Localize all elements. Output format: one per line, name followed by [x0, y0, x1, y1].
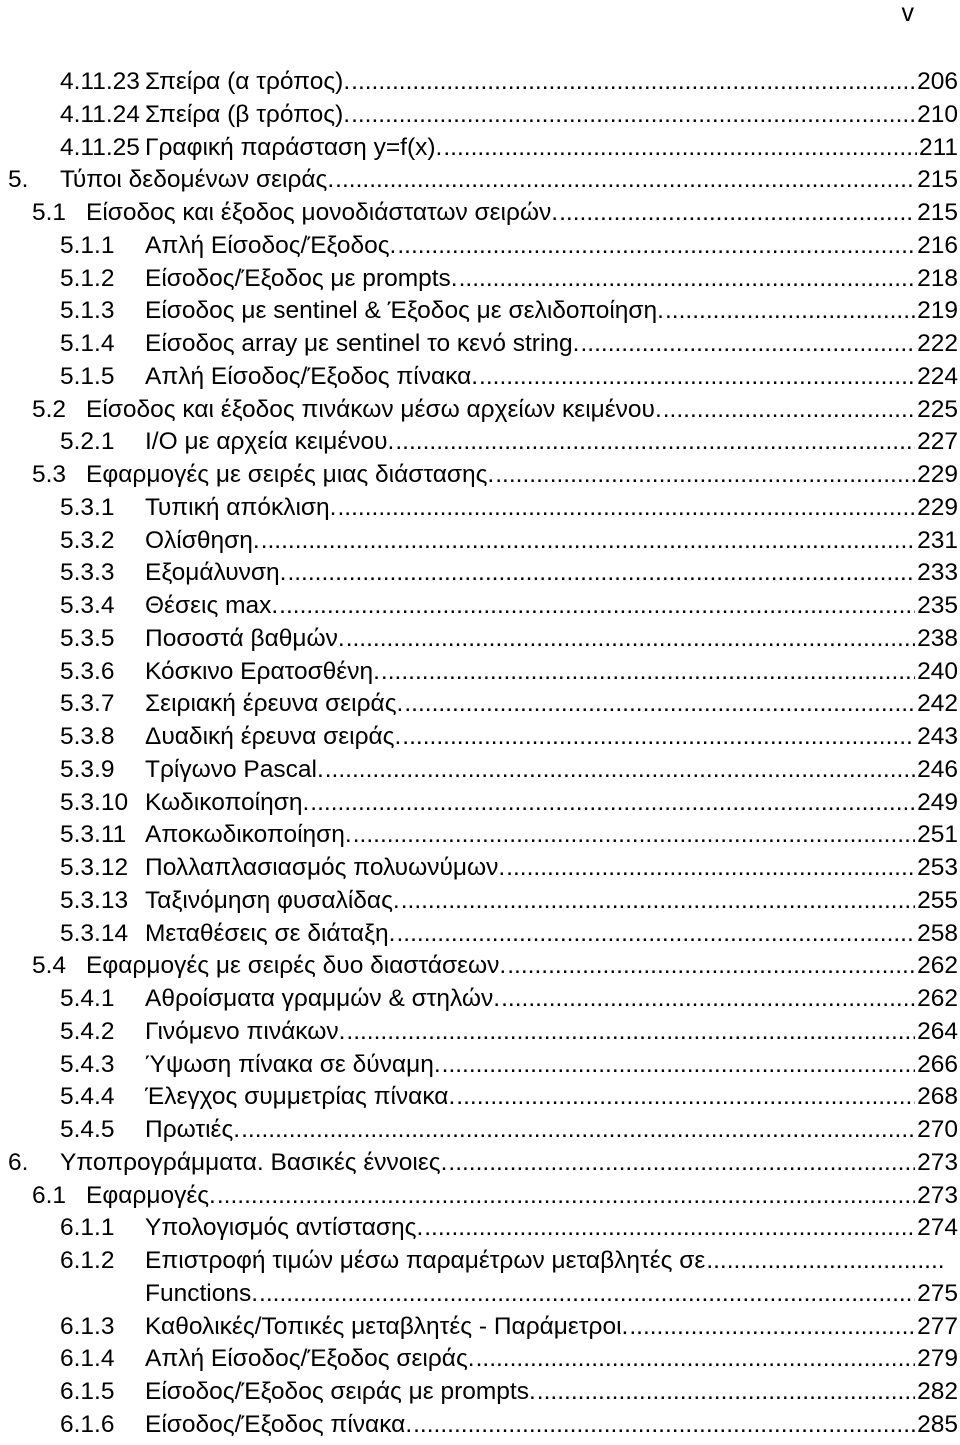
- toc-entry-body: [145, 918, 958, 951]
- toc-entry-body: [145, 99, 958, 132]
- toc-dot-leader: [351, 66, 915, 99]
- toc-dot-leader: [456, 1081, 915, 1114]
- toc-entry-page: 224: [917, 362, 958, 390]
- toc-entry-number: 5.3.2: [60, 526, 115, 554]
- toc-entry-title: Ολίσθηση.: [145, 526, 260, 554]
- toc-entry-title: Είσοδος και έξοδος πινάκων μέσω αρχείων κειμένου.: [86, 395, 662, 423]
- toc-entry-page: 251: [917, 821, 958, 849]
- toc-entry-title: Σειριακή έρευνα σειράς.: [145, 690, 404, 718]
- toc-dot-leader: [395, 426, 915, 459]
- toc-entry[interactable]: [0, 1409, 960, 1442]
- toc-entry-page: 225: [917, 395, 958, 423]
- toc-entry[interactable]: [0, 787, 960, 820]
- toc-entry[interactable]: [0, 885, 960, 918]
- toc-entry-number: 5.3.5: [60, 624, 115, 652]
- toc-entry[interactable]: [0, 1212, 960, 1245]
- toc-entry-body: [145, 852, 958, 885]
- toc-entry-body: [145, 295, 958, 328]
- toc-dot-leader: [506, 852, 915, 885]
- toc-dot-leader: [404, 688, 915, 721]
- toc-entry-page: 258: [917, 919, 958, 947]
- toc-entry-page: 211: [918, 133, 958, 161]
- toc-entry-number: 5.3.6: [60, 657, 115, 685]
- toc-dot-leader: [442, 1049, 915, 1082]
- toc-entry-number: 5.4.3: [60, 1050, 115, 1078]
- toc-entry[interactable]: [0, 328, 960, 361]
- toc-entry[interactable]: [0, 99, 960, 132]
- toc-dot-leader: [217, 1180, 915, 1213]
- toc-entry[interactable]: [0, 754, 960, 787]
- toc-entry-body: [145, 328, 958, 361]
- toc-entry-body: [145, 263, 958, 296]
- toc-entry-body: [145, 1376, 958, 1409]
- toc-entry[interactable]: [0, 1245, 960, 1278]
- toc-entry-title: Κόσκινο Ερατοσθένη.: [145, 657, 380, 685]
- toc-entry-body: [145, 754, 958, 787]
- toc-dot-leader: [663, 394, 915, 427]
- toc-entry-title: Εξομάλυνση.: [145, 559, 287, 587]
- toc-entry-body: [145, 819, 958, 852]
- toc-entry-page: 242: [917, 690, 958, 718]
- toc-dot-leader: [396, 918, 915, 951]
- toc-entry-title: Εφαρμογές.: [86, 1181, 216, 1209]
- toc-entry-title: Σπείρα (β τρόπος).: [145, 100, 351, 128]
- toc-entry[interactable]: [0, 1016, 960, 1049]
- toc-entry-number: 5.3.8: [60, 723, 115, 750]
- toc-entry-number: 6.1.1: [60, 1214, 115, 1242]
- toc-dot-leader: [459, 263, 916, 296]
- toc-entry-title: Σπείρα (α τρόπος).: [145, 68, 351, 95]
- toc-entry[interactable]: [0, 1081, 960, 1114]
- toc-entry[interactable]: [0, 1376, 960, 1409]
- toc-entry-number: 5.3.14: [60, 919, 129, 947]
- toc-entry[interactable]: [0, 361, 960, 394]
- toc-entry-page: 231: [917, 526, 958, 554]
- toc-entry-number: 5.3.7: [60, 690, 115, 718]
- toc-entry-number: 5.4.4: [60, 1083, 115, 1111]
- toc-entry-page: 277: [917, 1312, 958, 1340]
- toc-entry-page: 253: [917, 854, 958, 881]
- toc-entry-title: Θέσεις max.: [145, 592, 279, 619]
- toc-entry-body: [145, 132, 958, 165]
- toc-dot-leader: [448, 1147, 915, 1180]
- toc-entry-number: 6.1.4: [60, 1345, 115, 1373]
- toc-entry-title: Είσοδος/Έξοδος πίνακα.: [145, 1410, 413, 1438]
- toc-dot-leader: [346, 1016, 915, 1049]
- toc-dot-leader: [537, 1376, 915, 1409]
- toc-dot-leader: [310, 787, 915, 820]
- table-of-contents: [0, 66, 960, 1442]
- toc-entry-title: Απλή Είσοδος/Έξοδος.: [145, 231, 397, 259]
- toc-entry-page: 285: [917, 1410, 958, 1438]
- toc-entry-number: 6.1.6: [60, 1410, 115, 1438]
- toc-entry[interactable]: [0, 1343, 960, 1376]
- toc-dot-leader: [559, 197, 915, 230]
- toc-entry-number: 5.3.3: [60, 559, 115, 587]
- toc-entry-page: 279: [917, 1345, 958, 1373]
- toc-entry-number: 6.1.3: [60, 1312, 115, 1340]
- toc-dot-leader: [706, 1245, 946, 1278]
- toc-dot-leader: [261, 525, 915, 558]
- toc-entry-number: 4.11.25: [60, 133, 140, 161]
- toc-entry-page: 255: [917, 886, 958, 914]
- toc-entry-page: 210: [917, 100, 958, 128]
- toc-entry-body: [145, 656, 958, 689]
- toc-entry[interactable]: [0, 1311, 960, 1344]
- toc-entry-body: [145, 1409, 958, 1442]
- toc-entry-page: 273: [917, 1148, 958, 1176]
- toc-entry-body: [145, 525, 958, 558]
- toc-entry-body: [145, 721, 958, 754]
- toc-entry-body: [145, 492, 958, 525]
- toc-entry-number: 4.11.23: [60, 68, 140, 95]
- toc-entry-page: 270: [917, 1116, 958, 1143]
- toc-entry-title: Είσοδος array με sentinel το κενό string.: [145, 330, 580, 357]
- toc-entry[interactable]: [0, 918, 960, 951]
- toc-entry-body: [145, 557, 958, 590]
- toc-entry-page: 219: [917, 297, 958, 325]
- toc-entry-page: 218: [917, 264, 958, 292]
- toc-dot-leader: [381, 656, 915, 689]
- toc-entry-title: Γραφική παράσταση y=f(x).: [145, 133, 443, 161]
- toc-entry-number: 5.1.4: [60, 330, 115, 357]
- toc-entry[interactable]: [0, 66, 960, 99]
- toc-entry-body: [145, 590, 958, 623]
- toc-entry[interactable]: [0, 590, 960, 623]
- toc-entry-number: 5.3.11: [60, 821, 127, 849]
- toc-entry-number: 5.3.4: [60, 592, 115, 619]
- toc-entry-body: [60, 164, 958, 197]
- toc-entry-title: Κωδικοποίηση.: [145, 788, 310, 816]
- toc-entry-title: Είσοδος και έξοδος μονοδιάστατων σειρών.: [86, 199, 559, 226]
- toc-entry[interactable]: [0, 983, 960, 1016]
- toc-entry-page: 215: [917, 199, 958, 226]
- toc-entry-body: [145, 1016, 958, 1049]
- toc-entry-title: Functions.: [145, 1279, 259, 1307]
- toc-entry-title: Απλή Είσοδος/Έξοδος πίνακα.: [145, 362, 479, 390]
- toc-entry-number: 5.2.1: [60, 428, 115, 456]
- toc-entry-title: Αθροίσματα γραμμών & στηλών.: [145, 985, 501, 1012]
- toc-entry[interactable]: [0, 295, 960, 328]
- toc-entry-body: [145, 1278, 958, 1311]
- toc-entry-page: 227: [917, 428, 958, 456]
- toc-dot-leader: [443, 132, 917, 165]
- toc-entry-number: 5.4.5: [60, 1116, 115, 1143]
- toc-dot-leader: [476, 1343, 916, 1376]
- toc-dot-leader: [629, 1311, 915, 1344]
- toc-entry-page: 262: [917, 952, 958, 980]
- toc-entry-title: Έλεγχος συμμετρίας πίνακα.: [145, 1083, 456, 1111]
- toc-entry-body: [86, 459, 958, 492]
- toc-entry-number: 5.3: [32, 461, 67, 488]
- toc-dot-leader: [346, 623, 915, 656]
- toc-entry-number: 5.1.3: [60, 297, 115, 325]
- toc-entry-body: [145, 885, 958, 918]
- toc-entry-body: [86, 950, 958, 983]
- toc-entry-number: 5.3.13: [60, 886, 129, 914]
- toc-dot-leader: [325, 754, 915, 787]
- toc-entry[interactable]: [0, 1049, 960, 1082]
- toc-entry-body: [86, 1180, 958, 1213]
- toc-entry-page: 229: [917, 461, 958, 488]
- toc-entry-body: [145, 1049, 958, 1082]
- toc-entry-number: 6.1: [32, 1181, 67, 1209]
- toc-entry-body: [145, 361, 958, 394]
- toc-entry-body: [145, 1081, 958, 1114]
- toc-entry-number: 5.3.9: [60, 755, 115, 783]
- toc-entry[interactable]: [0, 492, 960, 525]
- toc-entry[interactable]: [0, 164, 960, 197]
- toc-dot-leader: [287, 557, 915, 590]
- toc-entry-body: [145, 66, 958, 99]
- toc-entry[interactable]: [0, 623, 960, 656]
- toc-entry-page: 238: [917, 624, 958, 652]
- toc-entry-number: 6.: [8, 1148, 29, 1176]
- toc-entry-title: Είσοδος/Έξοδος με prompts.: [145, 264, 458, 292]
- toc-dot-leader: [353, 819, 915, 852]
- toc-entry-number: 5.1.5: [60, 362, 115, 390]
- toc-entry[interactable]: [0, 1147, 960, 1180]
- toc-dot-leader: [413, 1409, 915, 1442]
- toc-entry[interactable]: [0, 656, 960, 689]
- toc-entry[interactable]: [0, 1114, 960, 1147]
- toc-entry[interactable]: [0, 852, 960, 885]
- toc-dot-leader: [424, 1212, 915, 1245]
- toc-entry-page: 249: [917, 788, 958, 816]
- toc-entry-number: 5.4.2: [60, 1017, 115, 1045]
- toc-entry[interactable]: [0, 1278, 960, 1311]
- toc-entry-body: [145, 688, 958, 721]
- toc-entry-body: [145, 1343, 958, 1376]
- toc-entry-page: 282: [917, 1378, 958, 1405]
- toc-dot-leader: [279, 590, 915, 623]
- toc-entry[interactable]: [0, 557, 960, 590]
- toc-entry-body: [86, 394, 958, 427]
- toc-entry-number: 5.2: [32, 395, 67, 423]
- toc-entry-number: 5.4.1: [60, 985, 115, 1012]
- toc-entry-page: 222: [917, 330, 958, 357]
- toc-entry-page: 273: [917, 1181, 958, 1209]
- toc-entry[interactable]: [0, 721, 960, 754]
- toc-entry-number: 5.: [8, 166, 29, 194]
- toc-entry-body: [145, 623, 958, 656]
- toc-dot-leader: [580, 328, 915, 361]
- toc-dot-leader: [335, 164, 915, 197]
- toc-entry-body: [60, 1147, 958, 1180]
- toc-entry-page: 266: [917, 1050, 958, 1078]
- toc-entry-page: 274: [917, 1214, 958, 1242]
- toc-entry-title: Γινόμενο πινάκων.: [145, 1017, 346, 1045]
- toc-dot-leader: [397, 230, 915, 263]
- toc-entry-body: [145, 426, 958, 459]
- toc-entry[interactable]: [0, 197, 960, 230]
- toc-entry-page: 262: [917, 985, 958, 1012]
- toc-entry-page: 243: [917, 723, 958, 750]
- toc-entry-page: 215: [917, 166, 958, 194]
- toc-entry-title: Πολλαπλασιασμός πολυωνύμων.: [145, 854, 506, 881]
- toc-entry[interactable]: [0, 525, 960, 558]
- toc-entry-body: [145, 983, 958, 1016]
- toc-dot-leader: [351, 99, 915, 132]
- toc-dot-leader: [402, 721, 915, 754]
- toc-entry-number: 5.3.10: [60, 788, 129, 816]
- toc-entry-page: 264: [917, 1017, 958, 1045]
- toc-entry-body: [145, 1311, 958, 1344]
- toc-entry-body: [145, 787, 958, 820]
- toc-entry-page: 233: [917, 559, 958, 587]
- toc-entry-page: 235: [917, 592, 958, 619]
- toc-entry-title: Ύψωση πίνακα σε δύναμη.: [145, 1050, 441, 1078]
- toc-entry-title: Εφαρμογές με σειρές δυο διαστάσεων.: [86, 952, 507, 980]
- toc-entry-title: Επιστροφή τιμών μέσω παραμέτρων μεταβλητές σε: [145, 1247, 706, 1274]
- toc-entry-title: Καθολικές/Τοπικές μεταβλητές - Παράμετροι.: [145, 1312, 629, 1340]
- toc-entry-title: Απλή Είσοδος/Έξοδος σειράς.: [145, 1345, 475, 1373]
- toc-entry-body: [145, 1114, 958, 1147]
- toc-entry[interactable]: [0, 263, 960, 296]
- toc-entry-number: 5.3.1: [60, 493, 115, 521]
- toc-entry-title: Υπολογισμός αντίστασης.: [145, 1214, 424, 1242]
- toc-entry-number: 6.1.5: [60, 1378, 115, 1405]
- toc-entry-title: Τύποι δεδομένων σειράς.: [60, 166, 335, 194]
- toc-entry-title: Υποπρογράμματα. Βασικές έννοιες.: [60, 1148, 448, 1176]
- toc-entry-page: 240: [917, 657, 958, 685]
- toc-entry-page: 229: [917, 493, 958, 521]
- toc-entry[interactable]: [0, 950, 960, 983]
- toc-entry[interactable]: [0, 688, 960, 721]
- toc-entry-number: 5.1: [32, 199, 67, 226]
- toc-entry[interactable]: [0, 819, 960, 852]
- toc-entry[interactable]: [0, 132, 960, 165]
- toc-entry-title: Δυαδική έρευνα σειράς.: [145, 723, 402, 750]
- toc-entry-page: 216: [917, 231, 958, 259]
- toc-entry-body: [145, 1212, 958, 1245]
- toc-dot-leader: [241, 1114, 915, 1147]
- toc-dot-leader: [337, 492, 915, 525]
- toc-entry-title: Ταξινόμηση φυσαλίδας.: [145, 886, 400, 914]
- toc-entry-body: [145, 230, 958, 263]
- toc-entry-title: Εφαρμογές με σειρές μιας διάστασης.: [86, 461, 495, 488]
- toc-dot-leader: [401, 885, 915, 918]
- toc-dot-leader: [259, 1278, 915, 1311]
- toc-entry[interactable]: [0, 426, 960, 459]
- toc-entry-number: 5.1.2: [60, 264, 115, 292]
- toc-entry-page: 206: [917, 68, 958, 95]
- toc-entry-number: 6.1.2: [60, 1247, 115, 1274]
- toc-dot-leader: [665, 295, 915, 328]
- toc-entry-title: Αποκωδικοποίηση.: [145, 821, 352, 849]
- toc-entry-title: I/O με αρχεία κειμένου.: [145, 428, 395, 456]
- page-number: v: [901, 0, 914, 27]
- toc-entry[interactable]: [0, 230, 960, 263]
- toc-dot-leader: [495, 459, 915, 492]
- toc-entry-title: Είσοδος/Έξοδος σειράς με prompts.: [145, 1378, 536, 1405]
- toc-dot-leader: [507, 950, 915, 983]
- toc-entry-number: 5.4: [32, 952, 67, 980]
- toc-entry-body: [145, 1245, 958, 1278]
- toc-entry-page: 268: [917, 1083, 958, 1111]
- toc-entry-page: 246: [917, 755, 958, 783]
- toc-entry-title: Μεταθέσεις σε διάταξη.: [145, 919, 396, 947]
- toc-entry-number: 4.11.24: [60, 100, 140, 128]
- toc-entry-page: 275: [917, 1279, 958, 1307]
- toc-dot-leader: [501, 983, 915, 1016]
- toc-entry-title: Πρωτιές.: [145, 1116, 241, 1143]
- toc-entry-number: 5.1.1: [60, 231, 115, 259]
- toc-entry[interactable]: [0, 1180, 960, 1213]
- toc-entry-title: Ποσοστά βαθμών.: [145, 624, 345, 652]
- toc-entry-number: 5.3.12: [60, 854, 129, 881]
- toc-entry-title: Τρίγωνο Pascal.: [145, 755, 324, 783]
- toc-entry-title: Είσοδος με sentinel & Έξοδος με σελιδοποίηση.: [145, 297, 664, 325]
- toc-entry[interactable]: [0, 394, 960, 427]
- toc-entry-body: [86, 197, 958, 230]
- toc-entry[interactable]: [0, 459, 960, 492]
- toc-dot-leader: [479, 361, 915, 394]
- toc-entry-title: Τυπική απόκλιση.: [145, 493, 337, 521]
